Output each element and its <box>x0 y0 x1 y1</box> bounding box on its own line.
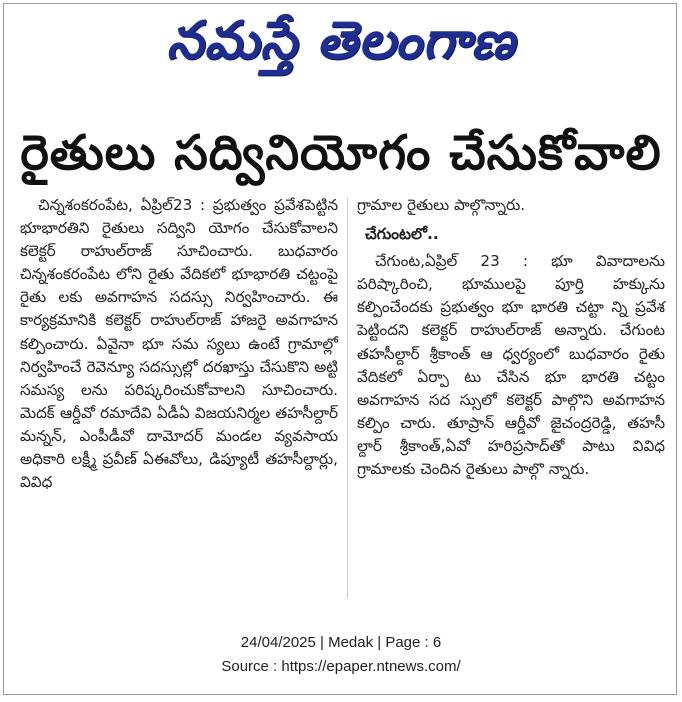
masthead <box>0 6 682 76</box>
article-column-left <box>20 194 338 494</box>
article-headline: రైతులు సద్వినియోగం చేసుకోవాలి <box>20 125 662 181</box>
column-divider <box>347 198 348 598</box>
article-continuation: గ్రామాల రైతులు పాల్గొన్నారు. <box>357 196 526 214</box>
date-edition-page: 24/04/2025 | Medak | Page : 6 <box>240 634 442 651</box>
newspaper-logo: నమస్తే తెలంగాణ <box>166 10 516 71</box>
article-paragraph: చేగుంట,ఏప్రిల్ 23 : భూ వివాదాలను పరిష్కారించి, భూములపై పూర్తి హక్కును కల్పించేందకు ప్రభుత్వం భూ భారతి చట్టా న్ని ప్రవేశ పెట్టిందని కలెక్టర్ రాహుల్‌రాజ్ అన్నారు. చేగుంట తహసీల్దార్ శ్రీకాంత్ ఆ ధ్వర్యంలో బుధవారం రైతు వేదికలో ఏర్పా టు చేసిన భూ భారతి చట్టం అవగాహన సద స్సులో కలెక్టర్ పాల్గొని అవగాహన కల్పిం చారు. తూప్రాన్ ఆర్డీవో జైచంద్రరెడ్డి, తహసీ ల్దార్ శ్రీకాంత్,ఏవో హరిప్రసాద్‌తో పాటు వివిధ గ్రామాలకు చెందిన రైతులు పాల్గొ న్నారు. <box>357 252 665 479</box>
article-subhead: చేగుంటలో.. <box>365 225 439 244</box>
news-clipping <box>20 118 665 606</box>
source-line: Source : https://epaper.ntnews.com/ <box>221 658 461 675</box>
article-column-right <box>357 194 665 481</box>
article-paragraph: చిన్నశంకరంపేట, ఏప్రిల్23 : ప్రభుత్వం ప్రవేశపెట్టిన భూభారతిని రైతులు సద్విని యోగం చేసుకోవాలని కలెక్టర్ రాహుల్‌రాజ్ సూచించారు. బుధవారం చిన్నశంకరంపేట లోని రైతు వేదికలో భూభారతి చట్టంపై రైతు లకు అవగాహన సదస్సు నిర్వహించారు. ఈ కార్యక్రమానికి కలెక్టర్ రాహుల్‌రాజ్ హాజరై అవగాహన కల్పించారు. ఏవైనా భూ సమ స్యలు ఉంటే గ్రామాల్లో నిర్వహించే రెవెన్యూ సదస్సుల్లో దరఖాస్తు చేసుకొని అట్టి సమస్య లను పరిష్కరించుకోవాలని సూచించారు. మెదక్ ఆర్డీవో రమాదేవి ఏడీఏ విజయనిర్మల తహసీల్దార్ మన్నన్, ఎంపీడీవో దామోదర్ మండల వ్యవసాయ అధికారి లక్ష్మీ ప్రవీణ్ ఏఈవోలు, డిప్యూటీ తహసీల్దార్లు, వివిధ <box>20 196 338 492</box>
clipping-footer <box>0 631 682 679</box>
